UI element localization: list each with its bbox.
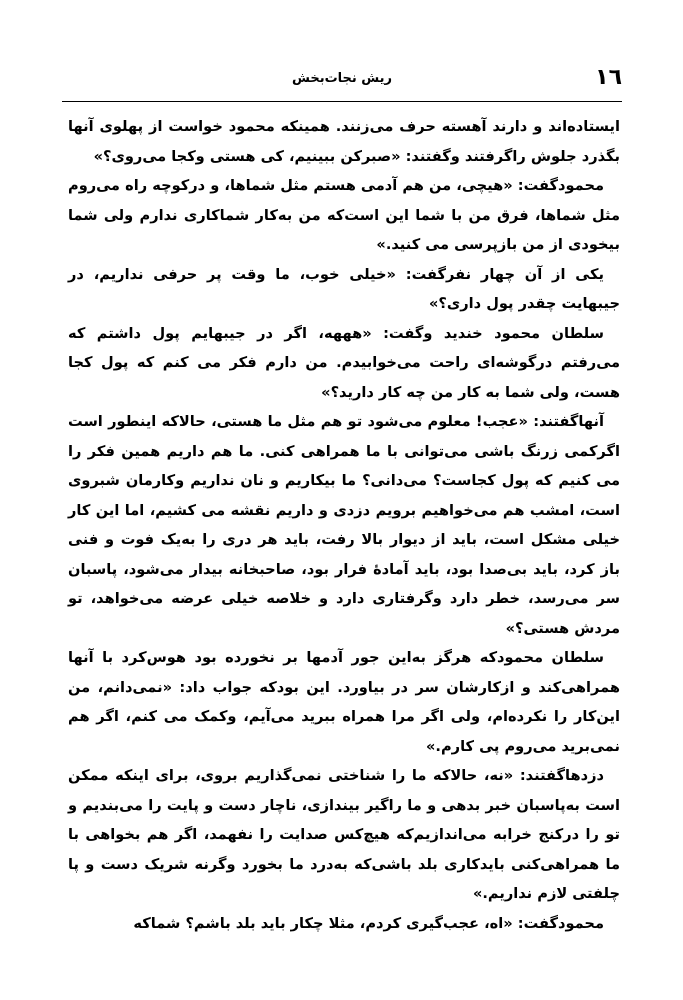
page-header: [62, 62, 622, 102]
paragraph: یکی از آن چهار نفرگفت: «خیلی خوب، ما وقت پر حرفی نداریم، در جیبهایت چقدر پول داری؟»: [68, 265, 620, 312]
paragraph: سلطان محمودکه هرگز به‌این جور آدمها بر نخورده بود هوس‌کرد با آنها همراهی‌کند و ازکارشان سر در بیاورد. این بودکه جواب داد: «نمی‌دانم، من این‌کار را نکرده‌ام، ولی اگر مرا همراه ببرید می‌آیم، وکمک می کنم، اگر هم نمی‌برید می‌روم پی کارم.»: [68, 649, 620, 755]
paragraph: آنهاگفتند: «عجب! معلوم می‌شود تو هم مثل ما هستی، حالاکه اینطور است اگرکمی زرنگ باشی می‌توانی با ما همراهی کنی. ما هم داریم همین فکر را می کنیم که پول کجاست؟ می‌دانی؟ ما بیکاریم و نان نداریم وکارمان شبروی است، امشب هم می‌خواهیم برویم دزدی و داریم نقشه می کشیم، اما این کار خیلی مشکل است، باید از دیوار بالا رفت، باید هر دری را به‌یک فوت و فنی باز کرد، باید بی‌صدا بود، باید آمادهٔ فرار بود، صاحبخانه بیدار می‌شود، پاسبان سر می‌رسد، خطر دارد وگرفتاری دارد و خلاصه خیلی عرضه می‌خواهد، تو مردش هستی؟»: [68, 413, 620, 637]
page-number: ١٦: [595, 65, 622, 90]
paragraph: محمودگفت: «هیچی، من هم آدمی هستم مثل شماها، و درکوچه راه می‌روم مثل شماها، فرق من با شما این است‌که من به‌کار شماکاری ندارم ولی شما بیخودی از من بازپرسی می کنید.»: [68, 177, 620, 253]
running-title: ریش نجات‌بخش: [291, 71, 393, 86]
paragraph: محمودگفت: «اه، عجب‌گیری کردم، مثلا چکار باید بلد باشم؟ شماکه: [133, 914, 604, 932]
header-rule: [62, 101, 622, 102]
body-text: [68, 112, 620, 938]
paragraph: دزدهاگفتند: «نه، حالاکه ما را شناختی نمی‌گذاریم بروی، برای اینکه ممکن است به‌پاسبان خبر بدهی و ما راگیر بیندازی، ناچار دست و پایت را می‌بندیم و تو را درکنج خرابه می‌اندازیم‌که هیچ‌کس صدایت را نفهمد، اگر هم بخواهی با ما همراهی‌کنی بایدکاری بلد باشی‌که به‌درد ما بخورد وگرنه شریک دست و پا چلفتی لازم نداریم.»: [68, 767, 620, 902]
paragraph: سلطان محمود خندید وگفت: «هههه، اگر در جیبهایم پول داشتم که می‌رفتم درگوشه‌ای راحت می‌خوابیدم. من دارم فکر می کنم که پول کجا هست، ولی شما به کار من چه کار دارید؟»: [68, 324, 620, 401]
paragraph: ایستاده‌اند و دارند آهسته حرف می‌زنند. همینکه محمود خواست از پهلوی آنها بگذرد جلوش راگرفتند وگفتند: «صبرکن ببینیم، کی هستی وکجا می‌روی؟»: [68, 118, 620, 165]
